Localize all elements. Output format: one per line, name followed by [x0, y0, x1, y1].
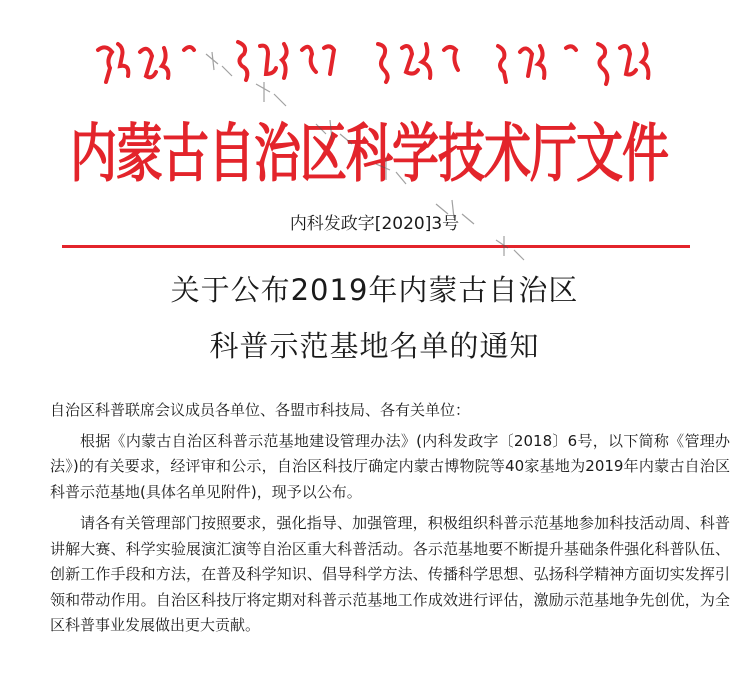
- notice-title-line-1: 关于公布2019年内蒙古自治区: [170, 273, 579, 307]
- document-body: [50, 398, 730, 645]
- red-divider-line: [62, 245, 690, 248]
- notice-title-line-2: 科普示范基地名单的通知: [209, 329, 540, 363]
- issuing-authority-title: 内蒙古自治区科学技术厅文件: [70, 117, 668, 192]
- document-number: 内科发政字[2020]3号: [289, 214, 460, 234]
- mongolian-script-header: [88, 30, 668, 92]
- mongolian-script-graphic: [88, 30, 668, 92]
- paragraph-1: 根据《内蒙古自治区科普示范基地建设管理办法》(内科发政字〔2018〕6号，以下简称《管理办法》)的有关要求，经评审和公示，自治区科技厅确定内蒙古博物院等40家基地为2019年内蒙古自治区科普示范基地(具体名单见附件)，现予以公布。: [50, 431, 730, 501]
- salutation: 自治区科普联席会议成员各单位、各盟市科技局、各有关单位：: [50, 401, 471, 419]
- paragraph-2: 请各有关管理部门按照要求，强化指导、加强管理，积极组织科普示范基地参加科技活动周、科普讲解大赛、科学实验展演汇演等自治区重大科普活动。各示范基地要不断提升基础条件强化科普队伍、创新工作手段和方法，在普及科学知识、倡导科学方法、传播科学思想、弘扬科学精神方面切实发挥引领和带动作用。自治区科技厅将定期对科普示范基地工作成效进行评估，激励示范基地争先创优，为全区科普事业发展做出更大贡献。: [50, 514, 730, 634]
